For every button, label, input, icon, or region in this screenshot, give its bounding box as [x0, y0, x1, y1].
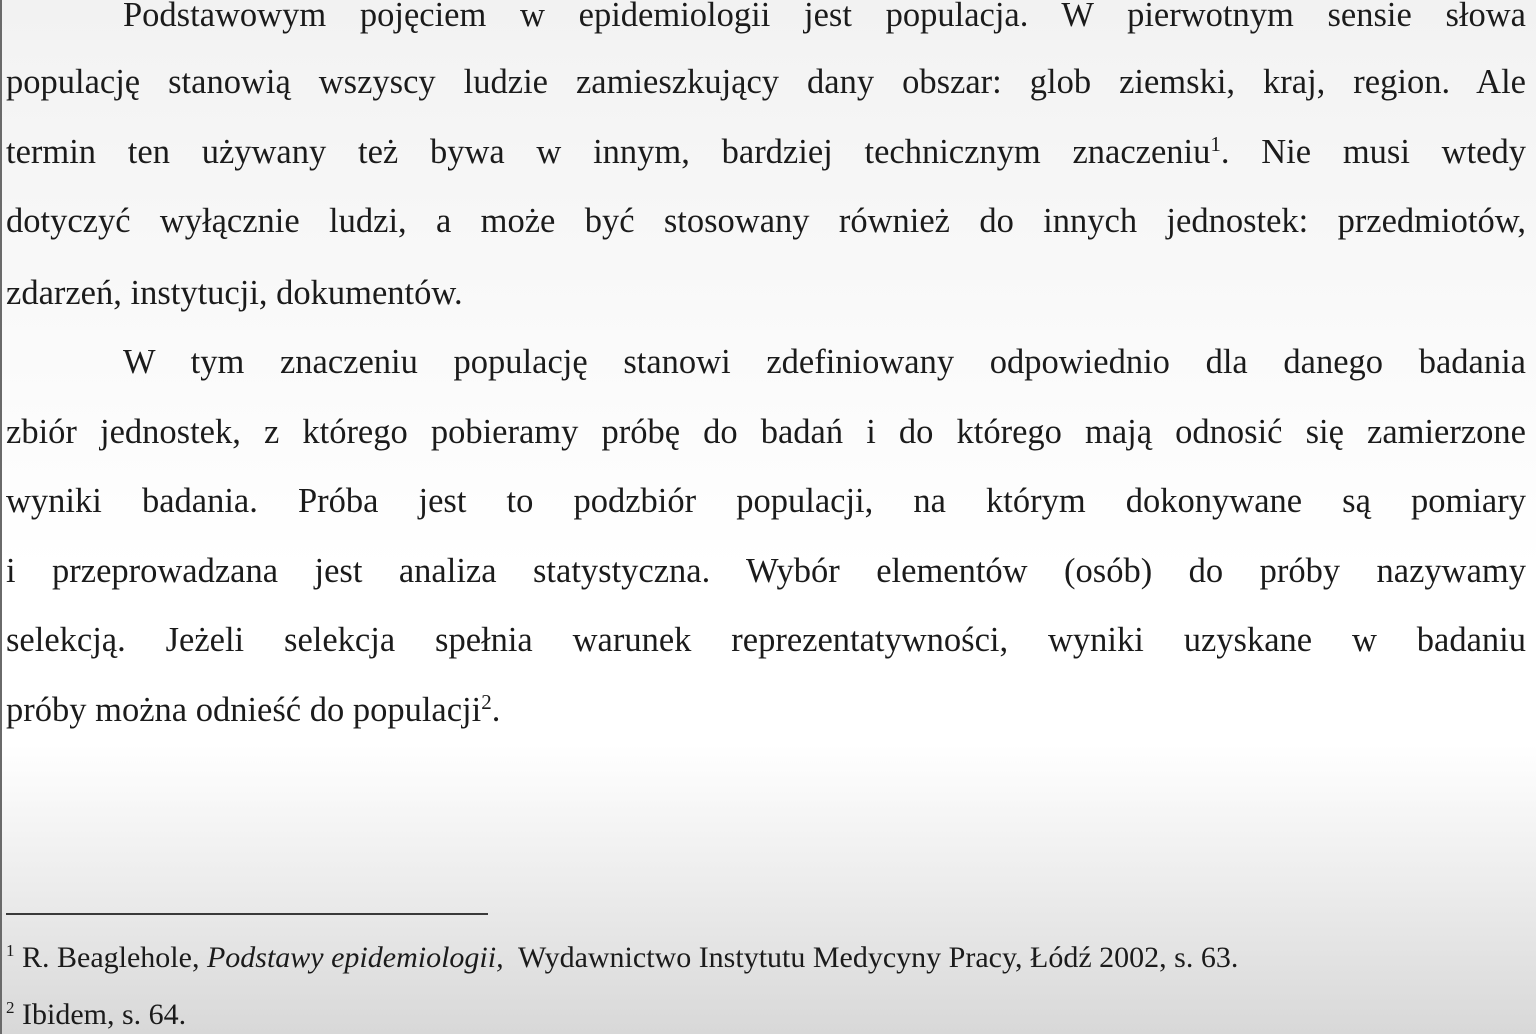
paragraph-1-line-3 [6, 132, 1526, 172]
footnote-1-publisher: Wydawnictwo Instytutu Medycyny Pracy, Łódź 2002, s. 63. [503, 941, 1239, 974]
footnote-ref-1[interactable]: 1 [1210, 132, 1221, 156]
paragraph-2-line-6-text: próby można odnieść do populacji [6, 691, 482, 729]
paragraph-1-line-3-text: termin ten używany też bywa w innym, bardziej technicznym znaczeniu [6, 133, 1211, 171]
paragraph-1-line-2: populację stanowią wszyscy ludzie zamieszkujący dany obszar: glob ziemski, kraj, region. Ale [6, 63, 1526, 101]
footnote-2-number: 2 [6, 998, 15, 1017]
paragraph-2-line-6-tail: . [491, 691, 501, 729]
footnote-2-text: Ibidem, s. 64. [14, 998, 187, 1031]
footnote-1-title: Podstawy epidemiologii, [206, 941, 504, 974]
paragraph-2-line-4: i przeprowadzana jest analiza statystyczna. Wybór elementów (osób) do próby nazywamy [6, 552, 1526, 590]
paragraph-2-line-3: wyniki badania. Próba jest to podzbiór populacji, na którym dokonywane są pomiary [6, 482, 1526, 520]
paragraph-2-line-2: zbiór jednostek, z którego pobieramy próbę do badań i do którego mają odnosić się zamierzone [6, 413, 1526, 451]
paragraph-2-line-1: W tym znaczeniu populację stanowi zdefiniowany odpowiednio dla danego badania [123, 343, 1526, 381]
footnote-1-author: R. Beaglehole, [14, 941, 207, 974]
footnote-1-number: 1 [6, 941, 15, 960]
footnote-ref-2[interactable]: 2 [481, 690, 492, 714]
paragraph-1-line-5: zdarzeń, instytucji, dokumentów. [6, 274, 463, 312]
paragraph-1-line-3-tail: . Nie musi wtedy [1220, 133, 1526, 171]
footnote-1 [6, 940, 1238, 976]
footnote-separator [6, 913, 488, 915]
paragraph-1-line-4: dotyczyć wyłącznie ludzi, a może być stosowany również do innych jednostek: przedmiotów, [6, 202, 1526, 240]
paragraph-1-line-1: Podstawowym pojęciem w epidemiologii jest populacja. W pierwotnym sensie słowa [123, 0, 1526, 34]
paragraph-2-line-6 [6, 690, 1526, 730]
paragraph-2-line-5: selekcją. Jeżeli selekcja spełnia warunek reprezentatywności, wyniki uzyskane w badaniu [6, 621, 1526, 659]
footnote-2 [6, 997, 186, 1033]
